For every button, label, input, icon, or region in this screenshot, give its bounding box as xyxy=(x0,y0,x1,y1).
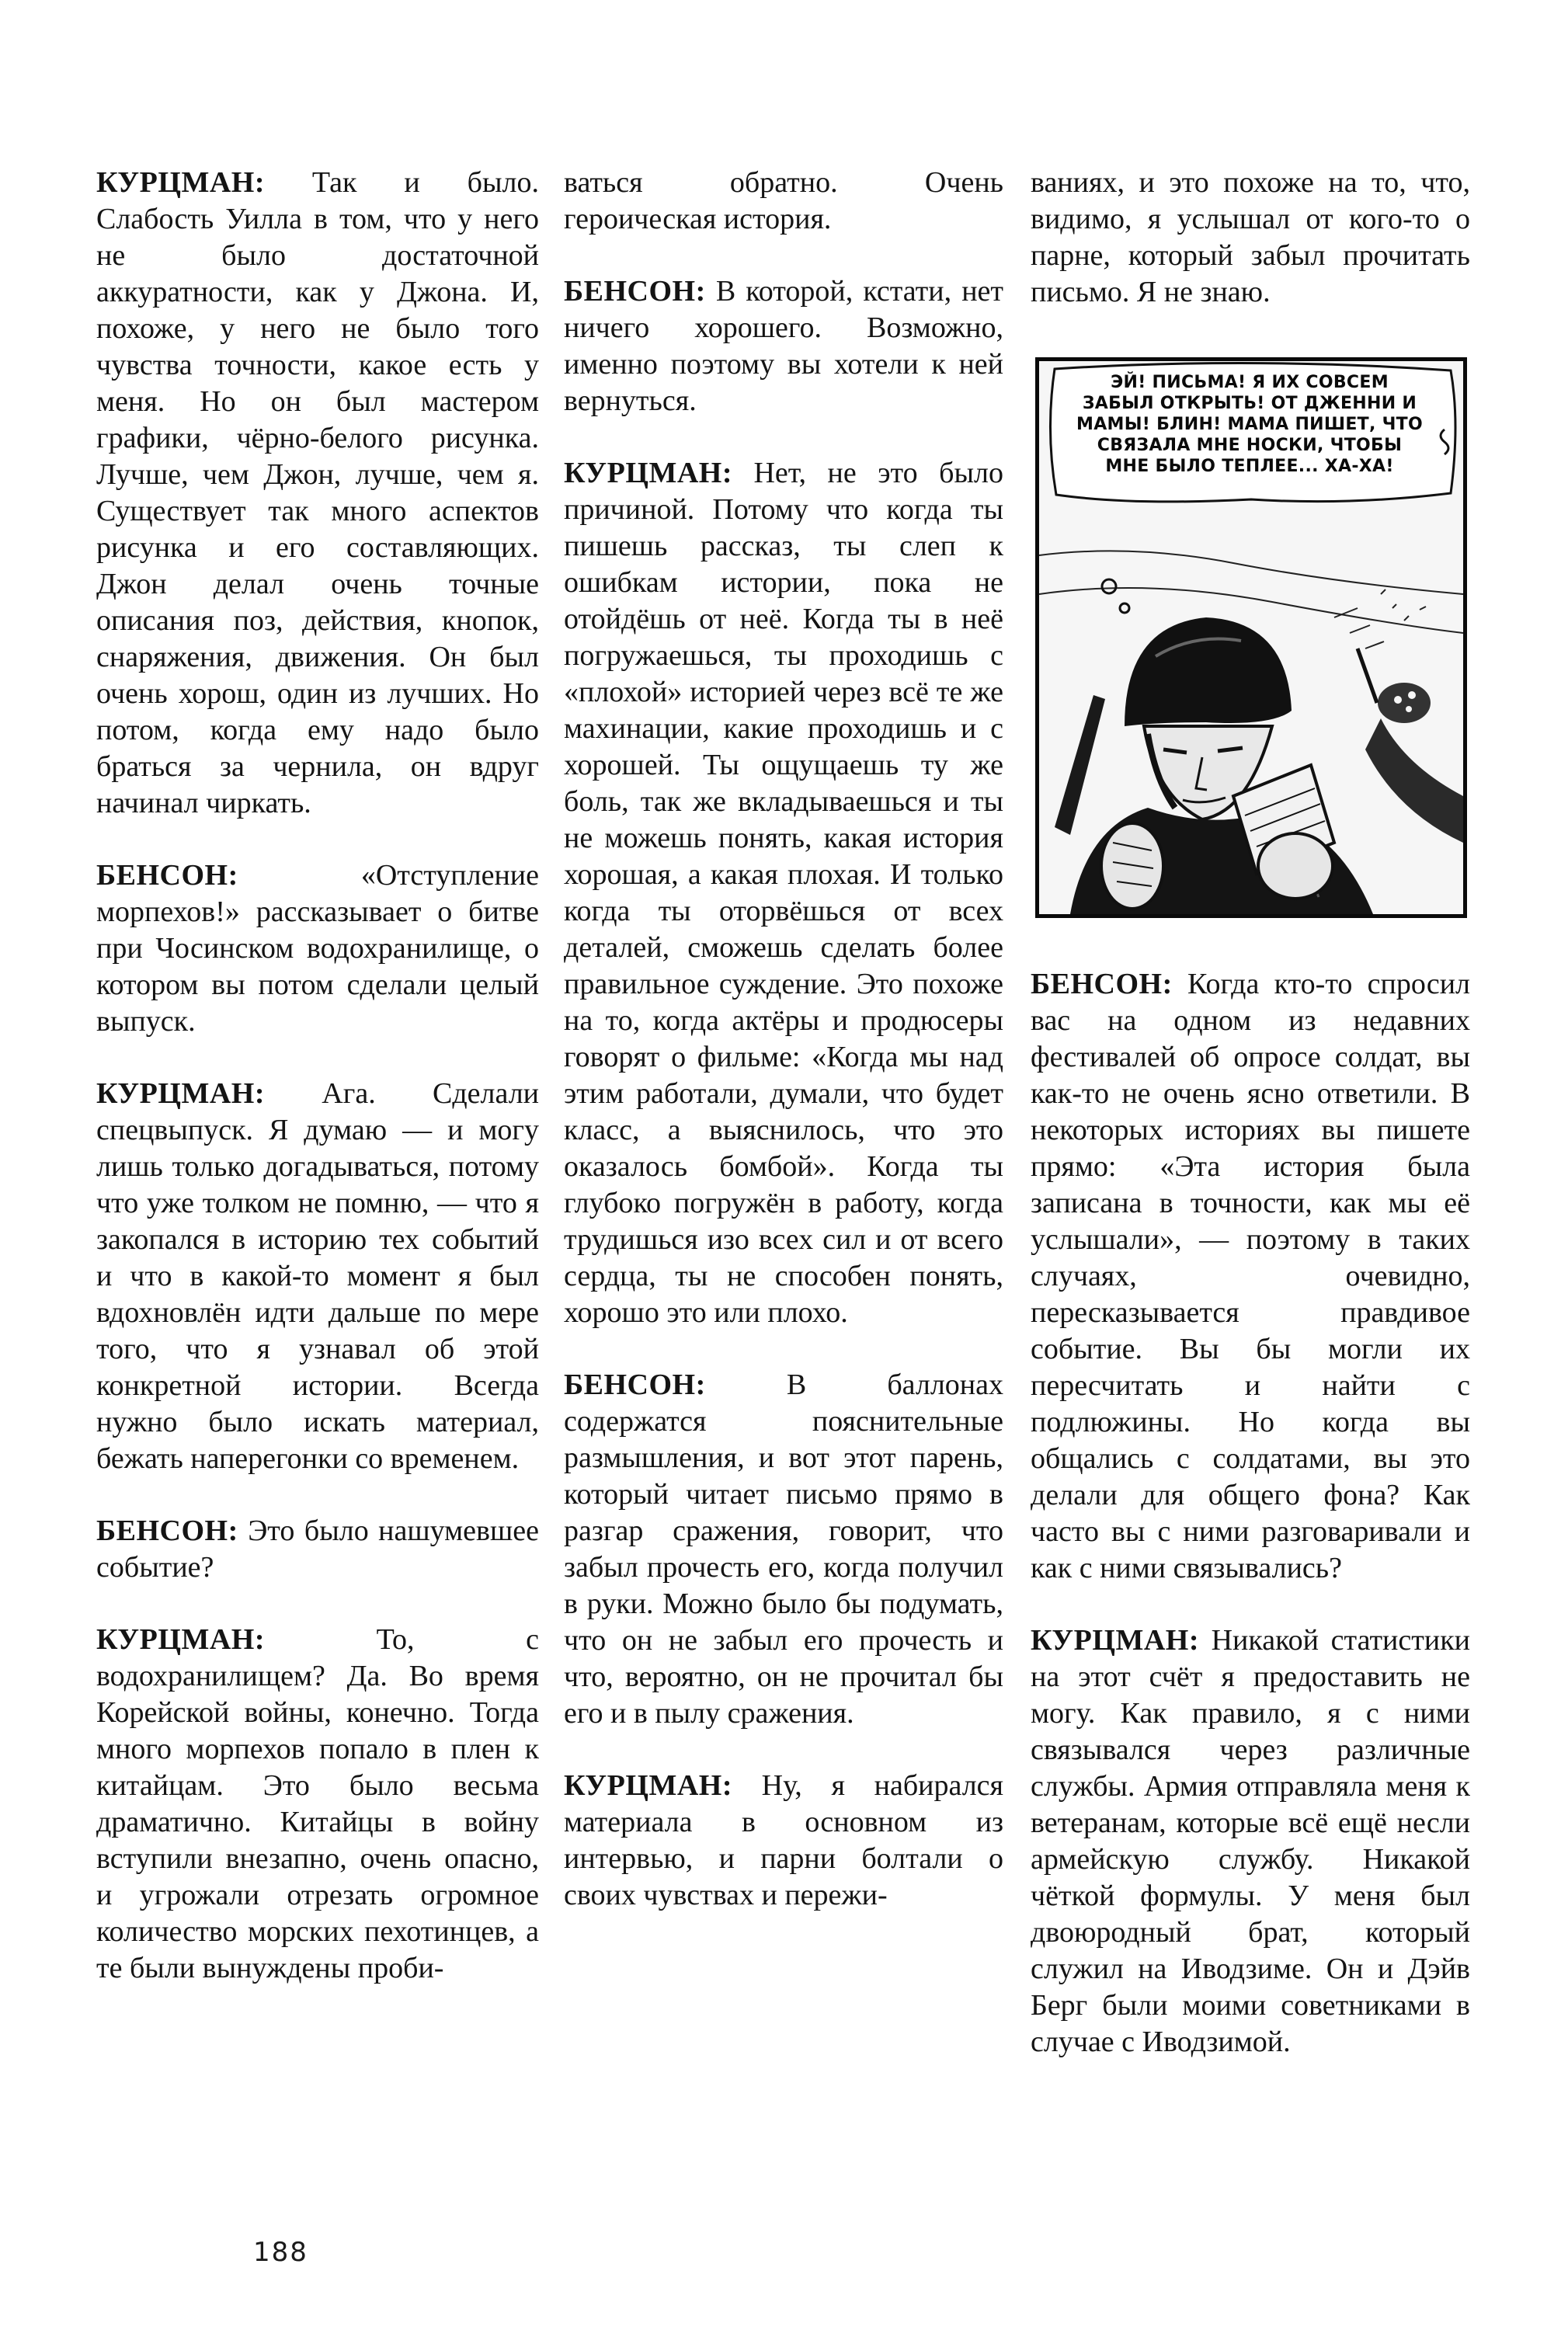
paragraph xyxy=(96,1513,539,1586)
paragraph xyxy=(96,857,539,1040)
balloon-line: ЗАБЫЛ ОТКРЫТЬ! ОТ ДЖЕННИ И xyxy=(1082,394,1417,413)
text-column-1 xyxy=(96,165,539,1987)
speech-balloon xyxy=(1059,372,1440,477)
paragraph xyxy=(564,455,1003,1331)
paragraph xyxy=(96,1622,539,1987)
speaker-label: БЕНСОН: xyxy=(1031,968,1173,1000)
paragraph-text: Ну, я набирался материала в основном из интервью, и парни болтали о своих чувствах и пережи- xyxy=(564,1769,1003,1911)
paragraph xyxy=(1031,165,1470,311)
speaker-label: БЕНСОН: xyxy=(96,859,238,892)
comic-panel xyxy=(1035,357,1467,918)
speaker-label: БЕНСОН: xyxy=(564,1368,706,1401)
paragraph-text: Нет, не это было причиной. Потому что когда ты пишешь рассказ, ты слеп к ошибкам истории, пока не отойдёшь от неё. Когда ты в неё погружаешься, ты проходишь с «плохой» историей через всё те же махинации, какие проходишь и с хорошей. Ты ощущаешь ту же боль, так же вкладываешься и ты не можешь понять, какая история хорошая, а какая плохая. И только когда ты оторвёшься от всех деталей, сможешь сделать более правильное суждение. Это похоже на то, когда актёры и продюсеры говорят о фильме: «Когда мы над этим работали, думали, что будет класс, а выяснилось, что это оказалось бомбой». Когда ты глубоко погружён в работу, когда трудишься изо всех сил и от всего сердца, ты не способен понять, хорошо это или плохо. xyxy=(564,457,1003,1329)
speaker-label: КУРЦМАН: xyxy=(564,457,732,489)
text-column-2 xyxy=(564,165,1003,1914)
paragraph xyxy=(564,273,1003,419)
balloon-line: МАМЫ! БЛИН! МАМА ПИШЕТ, ЧТО xyxy=(1076,415,1423,434)
paragraph-text: Когда кто-то спросил вас на одном из недавних фестивалей об опросе солдат, вы как-то не очень ясно ответили. В некоторых историях вы пишете прямо: «Эта история была записана в точности, как мы её услышали», — поэтому в таких случаях, очевидно, пересказывается правдивое событие. Вы бы могли их пересчитать и найти с подлюжины. Но когда вы общались с солдатами, вы это делали для общего фона? Как часто вы с ними разговаривали и как с ними связывались? xyxy=(1031,968,1470,1584)
paragraph-text: Никакой статистики на этот счёт я предоставить не могу. Как правило, я с ними связывался через различные службы. Армия отправляла меня к ветеранам, которые всё ещё несли армейскую службу. Никакой чёткой формулы. У меня был двоюродный брат, который служил на Иводзиме. Он и Дэйв Берг были моими советниками в случае с Иводзимой. xyxy=(1031,1624,1470,2058)
speaker-label: БЕНСОН: xyxy=(96,1514,238,1547)
paragraph-text: «Отступление морпехов!» рассказывает о битве при Чосинском водохранилище, о котором вы потом сделали целый выпуск. xyxy=(96,859,539,1038)
paragraph-text: Так и было. Слабость Уилла в том, что у него не было достаточной аккуратности, как у Джона. И, похоже, у него не было того чувства точности, какое есть у меня. Но он был мастером графики, чёрно-белого рисунка. Лучше, чем Джон, лучше, чем я. Существует так много аспектов рисунка и его составляющих. Джон делал очень точные описания поз, действия, кнопок, снаряжения, движения. Он был очень хорош, один из лучших. Но потом, когда ему надо было браться за чернила, он вдруг начинал чиркать. xyxy=(96,166,539,819)
text-column-3 xyxy=(1031,165,1470,2060)
paragraph xyxy=(1031,966,1470,1587)
speaker-label: БЕНСОН: xyxy=(564,275,706,308)
paragraph-text: В баллонах содержатся пояснительные размышления, и вот этот парень, который читает письмо прямо в разгар сражения, говорит, что забыл прочесть его, когда получил в руки. Можно было бы подумать, что он не забыл его прочесть и что, вероятно, он не прочитал бы его и в пылу сражения. xyxy=(564,1368,1003,1730)
paragraph xyxy=(1031,1622,1470,2060)
speaker-label: КУРЦМАН: xyxy=(96,1077,265,1110)
paragraph-text: В которой, кстати, нет ничего хорошего. Возможно, именно поэтому вы хотели к ней вернуться. xyxy=(564,275,1004,417)
speaker-label: КУРЦМАН: xyxy=(1031,1624,1199,1657)
balloon-line: МНЕ БЫЛО ТЕПЛЕЕ... ХА-ХА! xyxy=(1105,457,1394,476)
paragraph-text: То, с водохранилищем? Да. Во время Корейской войны, конечно. Тогда много морпехов попало в плен к китайцам. Это было весьма драматично. Китайцы в войну вступили внезапно, очень опасно, и угрожали отрезать огромное количество морских пехотинцев, а те были вынуждены проби- xyxy=(96,1623,539,1984)
paragraph-text: Ага. Сделали спецвыпуск. Я думаю — и могу лишь только догадываться, потому что уже толком не помню, — что я закопался в историю тех событий и что в какой-то момент я был вдохновлён идти дальше по мере того, что я узнавал об этой конкретной истории. Всегда нужно было искать материал, бежать наперегонки со временем. xyxy=(96,1077,540,1475)
paragraph xyxy=(96,165,539,822)
paragraph-text: ваться обратно. Очень героическая история. xyxy=(564,166,1003,235)
speaker-label: КУРЦМАН: xyxy=(564,1769,732,1802)
paragraph xyxy=(564,165,1003,238)
balloon-line: СВЯЗАЛА МНЕ НОСКИ, ЧТОБЫ xyxy=(1097,436,1403,455)
speaker-label: КУРЦМАН: xyxy=(96,1623,265,1656)
paragraph-text: Это было нашумевшее событие? xyxy=(96,1514,539,1584)
page-number: 188 xyxy=(253,2237,308,2268)
paragraph xyxy=(96,1076,539,1477)
balloon-line: ЭЙ! ПИСЬМА! Я ИХ СОВСЕМ xyxy=(1111,373,1389,392)
speaker-label: КУРЦМАН: xyxy=(96,166,265,199)
paragraph xyxy=(564,1367,1003,1732)
paragraph xyxy=(564,1768,1003,1914)
paragraph-text: ваниях, и это похоже на то, что, видимо, я услышал от кого-то о парне, который забыл прочитать письмо. Я не знаю. xyxy=(1031,166,1470,308)
